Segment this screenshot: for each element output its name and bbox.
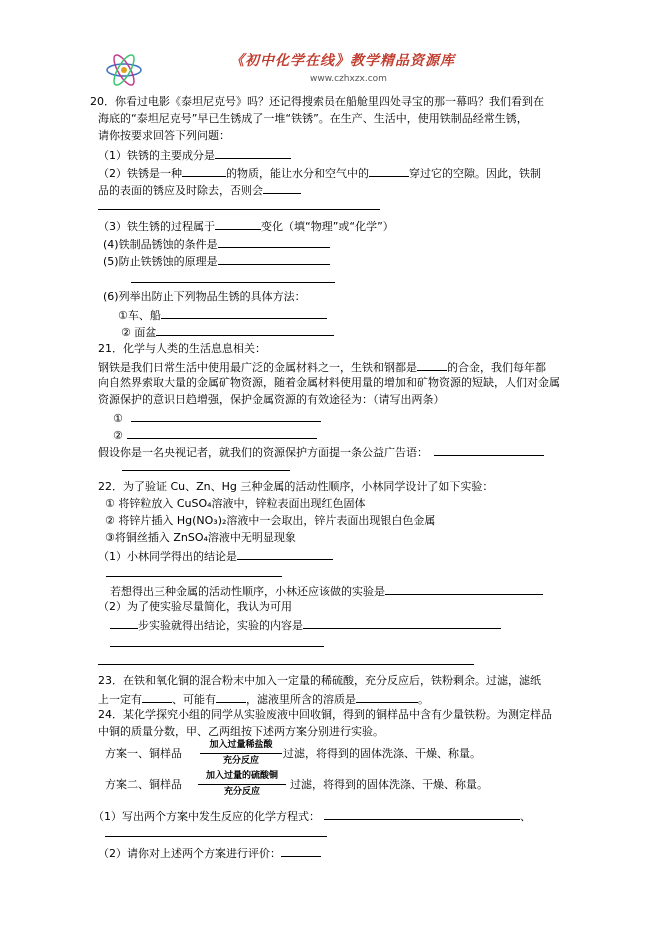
q23-line1: 23．在铁和氧化铜的混合粉末中加入一定量的稀硫酸，充分反应后，铁粉剩余。过滤，滤纸	[98, 674, 541, 687]
answer-blank[interactable]	[127, 427, 317, 439]
answer-line[interactable]	[106, 576, 282, 577]
atom-logo-icon	[104, 50, 144, 90]
answer-blank[interactable]	[303, 617, 501, 629]
q21-choice2: ②	[113, 427, 317, 443]
answer-blank[interactable]	[110, 617, 138, 629]
q21-line3: 向自然界索取大量的金属矿物资源，随着金属材料使用量的增加和矿物资源的短缺，人们对金属	[98, 376, 560, 389]
answer-line[interactable]	[105, 836, 327, 837]
banner-url: www.czhxzx.com	[310, 74, 387, 84]
answer-blank[interactable]	[182, 165, 226, 177]
q20-line2: 海底的“泰坦尼克号”早已生锈成了一堆“铁锈”。在生产、生活中，使用铁制品经常生锈，	[98, 112, 528, 125]
q21-line1: 21．化学与人类的生活息息相关：	[98, 342, 266, 355]
answer-blank[interactable]	[324, 808, 520, 820]
scheme1-reaction-arrow: 加入过量稀盐酸 充分反应	[200, 740, 282, 767]
answer-blank[interactable]	[215, 147, 291, 159]
q20-part6: (6)列举出防止下列物品生锈的具体方法：	[103, 290, 306, 303]
q22-line1: 22．为了验证 Cu、Zn、Hg 三种金属的活动性顺序，小林同学设计了如下实验：	[98, 480, 494, 493]
q20-part6b: ② 面盆	[121, 324, 334, 340]
answer-blank[interactable]	[385, 583, 543, 595]
answer-blank[interactable]	[142, 691, 172, 703]
q23-line2: 上一定有 、可能有 ，滤液里所含的溶质是 。	[98, 693, 429, 706]
banner-title: 《初中化学在线》教学精品资源库	[230, 53, 455, 69]
answer-blank[interactable]	[237, 548, 333, 560]
q20-part2: （2）铁锈是一种 的物质，能让水分和空气中的 穿过它的空隙。因此，铁制	[98, 167, 541, 180]
q22-part1: （1）小林同学得出的结论是	[98, 548, 333, 564]
q22-exp2: ② 将锌片插入 Hg(NO₃)₂溶液中一会取出，锌片表面出现银白色金属	[105, 514, 436, 527]
q22-exp1: ① 将锌粒放入 CuSO₄溶液中，锌粒表面出现红色固体	[105, 497, 366, 510]
q21-line4: 资源保护的意识日趋增强，保护金属资源的有效途径为：（请写出两条）	[98, 393, 445, 406]
q22-part1b: 若想得出三种金属的活动性顺序，小林还应该做的实验是	[110, 583, 543, 599]
q20-line3: 请你按要求回答下列问题：	[98, 129, 230, 142]
q20-line1: 20．你看过电影《泰坦尼克号》吗？还记得搜索员在船舱里四处寻宝的那一幕吗？我们看到在	[90, 95, 544, 108]
answer-blank[interactable]	[281, 845, 321, 857]
answer-blank[interactable]	[218, 253, 330, 265]
q24-scheme1-end: 过滤，将得到的固体洗涤、干燥、称量。	[283, 747, 481, 760]
answer-blank[interactable]	[263, 182, 301, 194]
q24-scheme1-start: 方案一、铜样品	[105, 747, 182, 760]
answer-blank[interactable]	[417, 359, 447, 371]
answer-line[interactable]	[131, 282, 335, 283]
q21-line5: 假设你是一名央视记者，就我们的资源保护方面提一条公益广告语：	[98, 444, 544, 460]
q22-exp3: ③将铜丝插入 ZnSO₄溶液中无明显现象	[105, 531, 296, 544]
answer-blank[interactable]	[369, 165, 409, 177]
q21-choice1: ①	[113, 410, 321, 426]
answer-blank[interactable]	[156, 324, 334, 336]
answer-blank[interactable]	[434, 444, 544, 456]
q24-line2: 中铜的质量分数，甲、乙两组按下述两方案分别进行实验。	[98, 725, 384, 738]
q24-scheme2-end: 过滤，将得到的固体洗涤、干燥、称量。	[290, 778, 488, 791]
q22-part2b: 步实验就得出结论，实验的内容是	[110, 617, 501, 633]
q21-line2: 钢铁是我们日常生活中使用最广泛的金属材料之一，生铁和钢都是 的合金，我们每年都	[98, 361, 546, 374]
answer-line[interactable]	[98, 209, 380, 210]
q24-scheme2-start: 方案二、铜样品	[105, 778, 182, 791]
answer-blank[interactable]	[216, 691, 246, 703]
answer-line[interactable]	[98, 664, 474, 665]
answer-line[interactable]	[110, 646, 324, 647]
q20-part6a: ①车、船	[118, 307, 327, 323]
answer-blank[interactable]	[161, 307, 327, 319]
scheme2-reaction-arrow: 加入过量的硫酸铜 充分反应	[198, 771, 286, 798]
q24-line1: 24．某化学探究小组的同学从实验废液中回收铜，得到的铜样品中含有少量铁粉。为测定样品	[98, 708, 552, 721]
answer-blank[interactable]	[131, 410, 321, 422]
answer-blank[interactable]	[218, 236, 330, 248]
q22-part2: （2）为了使实验尽量简化，我认为可用	[98, 600, 292, 613]
answer-line[interactable]	[122, 470, 290, 471]
q24-part2: （2）请你对上述两个方案进行评价：	[98, 845, 321, 861]
answer-blank[interactable]	[356, 691, 418, 703]
q20-part3: （3）铁生锈的过程属于 变化（填“物理”或“化学”）	[98, 220, 394, 233]
q20-part4: (4)铁制品锈蚀的条件是	[103, 236, 330, 252]
q20-part1: （1）铁锈的主要成分是	[98, 147, 291, 163]
q24-part1: （1）写出两个方案中发生反应的化学方程式： 、	[93, 810, 531, 823]
answer-blank[interactable]	[215, 218, 261, 230]
q20-part5: (5)防止铁锈蚀的原理是	[103, 253, 330, 269]
q20-part2-cont: 品的表面的锈应及时除去，否则会	[98, 182, 301, 198]
